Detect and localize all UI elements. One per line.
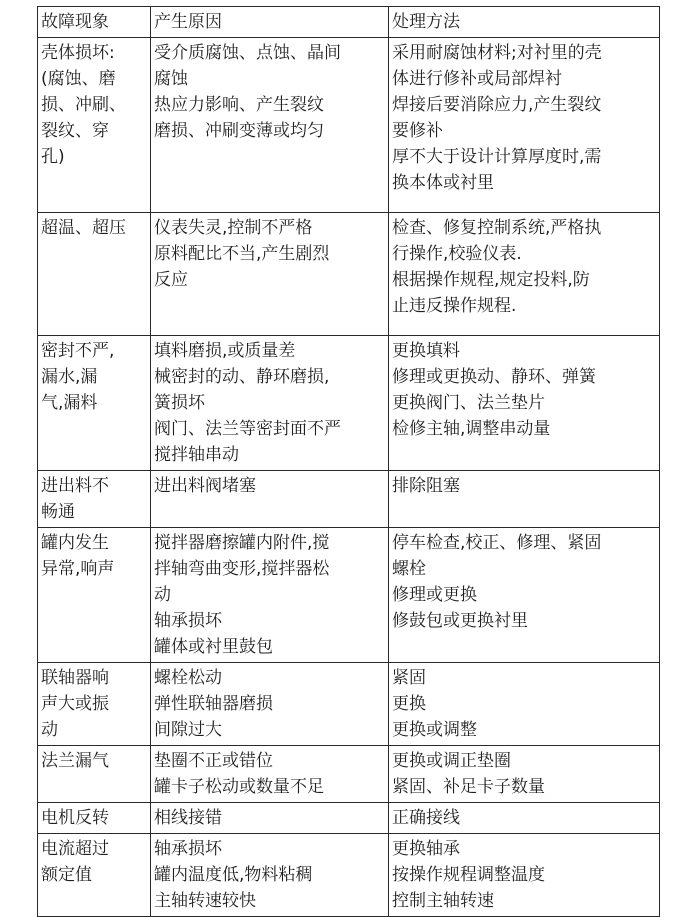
cause-cell: 垫圈不正或错位 罐卡子松动或数量不足 [151, 746, 389, 803]
fix-cell: 停车检查,校正、修理、紧固 螺栓 修理或更换 修鼓包或更换衬里 [389, 528, 660, 663]
fix-cell: 更换填料 修理或更换动、静环、弹簧 更换阀门、法兰垫片 检修主轴,调整串动量 [389, 336, 660, 471]
table-row [38, 746, 660, 803]
header-cause: 产生原因 [151, 7, 389, 38]
cause-cell: 轴承损坏 罐内温度低,物料粘稠 主轴转速较快 [151, 834, 389, 917]
cause-cell: 螺栓松动 弹性联轴器磨损 间隙过大 [151, 663, 389, 746]
table-row [38, 803, 660, 834]
header-symptom: 故障现象 [38, 7, 151, 38]
symptom-cell: 进出料不 畅通 [38, 471, 151, 528]
symptom-cell: 密封不严, 漏水,漏 气,漏料 [38, 336, 151, 471]
symptom-cell: 罐内发生 异常,响声 [38, 528, 151, 663]
fault-table [37, 6, 660, 917]
cause-cell: 进出料阀堵塞 [151, 471, 389, 528]
cause-cell: 受介质腐蚀、点蚀、晶间 腐蚀 热应力影响、产生裂纹 磨损、冲刷变薄或均匀 [151, 38, 389, 213]
symptom-cell: 联轴器响 声大或振 动 [38, 663, 151, 746]
cause-cell: 搅拌器磨擦罐内附件,搅 拌轴弯曲变形,搅拌器松 动 轴承损坏 罐体或衬里鼓包 [151, 528, 389, 663]
fix-cell: 更换或调正垫圈 紧固、补足卡子数量 [389, 746, 660, 803]
table-row [38, 528, 660, 663]
symptom-cell: 电流超过 额定值 [38, 834, 151, 917]
table-row [38, 213, 660, 336]
cause-cell: 填料磨损,或质量差 械密封的动、静环磨损, 簧损坏 阀门、法兰等密封面不严 搅拌轴串动 [151, 336, 389, 471]
fix-cell: 采用耐腐蚀材料;对衬里的壳 体进行修补或局部焊衬 焊接后要消除应力,产生裂纹 要修补 厚不大于设计计算厚度时,需 换本体或衬里 [389, 38, 660, 213]
symptom-cell: 超温、超压 [38, 213, 151, 336]
table-row [38, 336, 660, 471]
header-fix: 处理方法 [389, 7, 660, 38]
fix-cell: 正确接线 [389, 803, 660, 834]
table-row [38, 471, 660, 528]
table-row [38, 663, 660, 746]
fix-cell: 紧固 更换 更换或调整 [389, 663, 660, 746]
symptom-cell: 电机反转 [38, 803, 151, 834]
fault-table-container [37, 6, 660, 917]
table-header-row [38, 7, 660, 38]
symptom-cell: 法兰漏气 [38, 746, 151, 803]
symptom-cell: 壳体损坏: (腐蚀、磨 损、冲刷、 裂纹、穿 孔) [38, 38, 151, 213]
cause-cell: 仪表失灵,控制不严格 原料配比不当,产生剧烈 反应 [151, 213, 389, 336]
fix-cell: 排除阻塞 [389, 471, 660, 528]
table-row [38, 834, 660, 917]
cause-cell: 相线接错 [151, 803, 389, 834]
fix-cell: 检查、修复控制系统,严格执 行操作,校验仪表. 根据操作规程,规定投料,防 止违反操作规程. [389, 213, 660, 336]
fix-cell: 更换轴承 按操作规程调整温度 控制主轴转速 [389, 834, 660, 917]
table-row [38, 38, 660, 213]
